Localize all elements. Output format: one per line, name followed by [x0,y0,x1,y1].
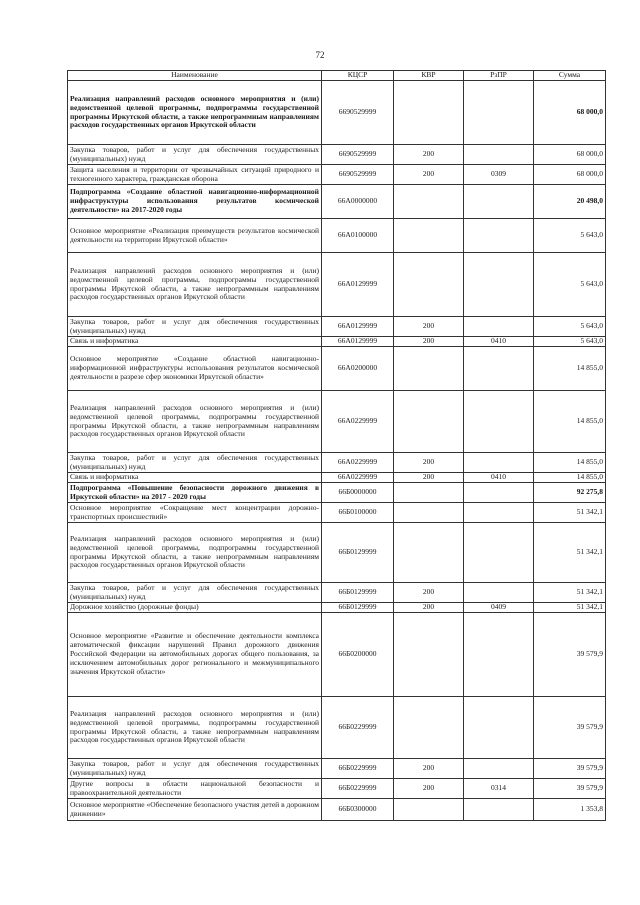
table-row [68,337,606,347]
table-row [68,81,606,145]
row-kvr-cell [394,483,464,503]
row-rzpr-cell [464,391,534,453]
row-sum-cell: 39 579,9 [534,779,606,799]
row-kvr-cell [394,613,464,697]
row-rzpr-cell [464,317,534,337]
table-row [68,779,606,799]
table-row [68,391,606,453]
table-row [68,503,606,523]
row-name-cell: Другие вопросы в области национальной безопасности и правоохранительной деятельности [68,779,322,799]
row-kvr-cell [394,347,464,391]
table-row [68,603,606,613]
table-row [68,759,606,779]
row-name-cell: Реализация направлений расходов основного мероприятия и (или) ведомственной целевой программы, подпрограммы государственной программы Иркутской области, а также непрограммным направлениям расходов государственных органов Иркутской области [68,391,322,453]
row-kcsr-cell: 66Б0000000 [322,483,394,503]
row-name-cell: Связь и информатика [68,473,322,483]
table-row [68,583,606,603]
row-rzpr-cell: 0309 [464,165,534,185]
row-kcsr-cell: 66А0200000 [322,347,394,391]
row-kvr-cell: 200 [394,453,464,473]
header-name: Наименование [68,71,322,81]
row-kvr-cell [394,253,464,317]
row-name-cell: Закупка товаров, работ и услуг для обеспечения государственных (муниципальных) нужд [68,759,322,779]
row-kvr-cell [394,523,464,583]
row-kvr-cell: 200 [394,759,464,779]
row-rzpr-cell [464,453,534,473]
row-rzpr-cell: 0409 [464,603,534,613]
row-rzpr-cell [464,799,534,821]
table-row [68,799,606,821]
table-header-row [68,71,606,81]
row-kvr-cell: 200 [394,145,464,165]
header-kcsr: КЦСР [322,71,394,81]
row-name-cell: Дорожное хозяйство (дорожные фонды) [68,603,322,613]
row-sum-cell: 5 643,0 [534,317,606,337]
row-name-cell: Основное мероприятие «Развитие и обеспечение деятельности комплекса автоматической фиксации нарушений Правил дорожного движения Российской Федерации на автомобильных дорогах общего пользования, за исключением автомобильных дорог регионального и межмуниципального значения Иркутской области» [68,613,322,697]
row-kcsr-cell: 66Б0229999 [322,779,394,799]
row-name-cell: Закупка товаров, работ и услуг для обеспечения государственных (муниципальных) нужд [68,453,322,473]
row-kcsr-cell: 6690529999 [322,165,394,185]
row-sum-cell: 39 579,9 [534,697,606,759]
row-kcsr-cell: 66Б0129999 [322,603,394,613]
row-kvr-cell [394,219,464,253]
row-rzpr-cell [464,253,534,317]
row-sum-cell: 92 275,8 [534,483,606,503]
row-rzpr-cell [464,583,534,603]
row-rzpr-cell: 0410 [464,337,534,347]
row-name-cell: Реализация направлений расходов основного мероприятия и (или) ведомственной целевой программы, подпрограммы государственной программы Иркутской области, а также непрограммным направлениям расходов государственных органов Иркутской области [68,81,322,145]
table-row [68,473,606,483]
row-kcsr-cell: 66А0229999 [322,473,394,483]
row-sum-cell: 14 855,0 [534,453,606,473]
row-rzpr-cell [464,759,534,779]
row-kvr-cell [394,185,464,219]
row-name-cell: Реализация направлений расходов основного мероприятия и (или) ведомственной целевой программы, подпрограммы государственной программы Иркутской области, а также непрограммным направлениям расходов государственных органов Иркутской области [68,253,322,317]
row-kcsr-cell: 66Б0200000 [322,613,394,697]
row-sum-cell: 5 643,0 [534,253,606,317]
row-rzpr-cell [464,523,534,583]
table-row [68,165,606,185]
row-kvr-cell: 200 [394,603,464,613]
row-kvr-cell [394,697,464,759]
row-sum-cell: 39 579,9 [534,759,606,779]
table-row [68,613,606,697]
row-sum-cell: 1 353,8 [534,799,606,821]
row-kcsr-cell: 66Б0129999 [322,523,394,583]
row-kcsr-cell: 66Б0300000 [322,799,394,821]
row-name-cell: Реализация направлений расходов основного мероприятия и (или) ведомственной целевой программы, подпрограммы государственной программы Иркутской области, а также непрограммным направлениям расходов государственных органов Иркутской области [68,523,322,583]
row-kvr-cell: 200 [394,583,464,603]
row-sum-cell: 68 000,0 [534,145,606,165]
row-name-cell: Основное мероприятие «Сокращение мест концентрации дорожно-транспортных происшествий» [68,503,322,523]
row-sum-cell: 20 498,0 [534,185,606,219]
row-sum-cell: 14 855,0 [534,473,606,483]
row-kvr-cell [394,391,464,453]
row-sum-cell: 68 000,0 [534,165,606,185]
row-sum-cell: 51 342,1 [534,523,606,583]
row-kcsr-cell: 66А0000000 [322,185,394,219]
table-row [68,697,606,759]
row-name-cell: Закупка товаров, работ и услуг для обеспечения государственных (муниципальных) нужд [68,317,322,337]
header-kvr: КВР [394,71,464,81]
row-name-cell: Закупка товаров, работ и услуг для обеспечения государственных (муниципальных) нужд [68,583,322,603]
row-sum-cell: 14 855,0 [534,347,606,391]
row-kcsr-cell: 66Б0229999 [322,697,394,759]
row-kcsr-cell: 66А0229999 [322,453,394,473]
row-kcsr-cell: 66А0129999 [322,317,394,337]
row-name-cell: Основное мероприятие «Реализация преимуществ результатов космической деятельности на территории Иркутской области» [68,219,322,253]
row-name-cell: Связь и информатика [68,337,322,347]
table-row [68,185,606,219]
table-row [68,253,606,317]
row-kvr-cell: 200 [394,337,464,347]
row-sum-cell: 51 342,1 [534,603,606,613]
row-kvr-cell [394,799,464,821]
row-name-cell: Основное мероприятие «Обеспечение безопасного участия детей в дорожном движении» [68,799,322,821]
row-kcsr-cell: 66Б0129999 [322,583,394,603]
row-rzpr-cell [464,613,534,697]
row-name-cell: Основное мероприятие «Создание областной навигационно-информационной инфраструктуры использования результатов космической деятельности в разрезе сфер экономики Иркутской области» [68,347,322,391]
row-kcsr-cell: 6690529999 [322,81,394,145]
table-row [68,453,606,473]
row-rzpr-cell: 0410 [464,473,534,483]
row-kcsr-cell: 66А0100000 [322,219,394,253]
row-sum-cell: 5 643,0 [534,219,606,253]
table-row [68,483,606,503]
row-kvr-cell [394,81,464,145]
row-sum-cell: 51 342,1 [534,503,606,523]
table-row [68,145,606,165]
row-rzpr-cell: 0314 [464,779,534,799]
header-sum: Сумма [534,71,606,81]
row-rzpr-cell [464,185,534,219]
row-kvr-cell: 200 [394,473,464,483]
row-kvr-cell: 200 [394,317,464,337]
row-rzpr-cell [464,483,534,503]
table-row [68,347,606,391]
row-kvr-cell: 200 [394,165,464,185]
row-rzpr-cell [464,347,534,391]
row-sum-cell: 39 579,9 [534,613,606,697]
row-rzpr-cell [464,81,534,145]
row-rzpr-cell [464,219,534,253]
row-kcsr-cell: 66А0129999 [322,337,394,347]
row-sum-cell: 14 855,0 [534,391,606,453]
row-kcsr-cell: 6690529999 [322,145,394,165]
row-rzpr-cell [464,503,534,523]
budget-table [67,70,606,821]
row-sum-cell: 5 643,0 [534,337,606,347]
row-sum-cell: 51 342,1 [534,583,606,603]
row-name-cell: Подпрограмма «Создание областной навигационно-информационной инфраструктуры использования результатов космической деятельности» на 2017-2020 годы [68,185,322,219]
row-name-cell: Подпрограмма «Повышение безопасности дорожного движения в Иркутской области» на 2017 - 2020 годы [68,483,322,503]
row-kvr-cell [394,503,464,523]
row-kvr-cell: 200 [394,779,464,799]
row-rzpr-cell [464,697,534,759]
row-kcsr-cell: 66А0129999 [322,253,394,317]
row-sum-cell: 68 000,0 [534,81,606,145]
row-name-cell: Закупка товаров, работ и услуг для обеспечения государственных (муниципальных) нужд [68,145,322,165]
table-row [68,219,606,253]
header-rzpr: РзПР [464,71,534,81]
row-kcsr-cell: 66Б0100000 [322,503,394,523]
row-name-cell: Реализация направлений расходов основного мероприятия и (или) ведомственной целевой программы, подпрограммы государственной программы Иркутской области, а также непрограммным направлениям расходов государственных органов Иркутской области [68,697,322,759]
row-name-cell: Защита населения и территории от чрезвычайных ситуаций природного и техногенного характера, гражданская оборона [68,165,322,185]
row-rzpr-cell [464,145,534,165]
row-kcsr-cell: 66А0229999 [322,391,394,453]
page-number: 72 [315,50,325,60]
table-row [68,317,606,337]
table-row [68,523,606,583]
row-kcsr-cell: 66Б0229999 [322,759,394,779]
